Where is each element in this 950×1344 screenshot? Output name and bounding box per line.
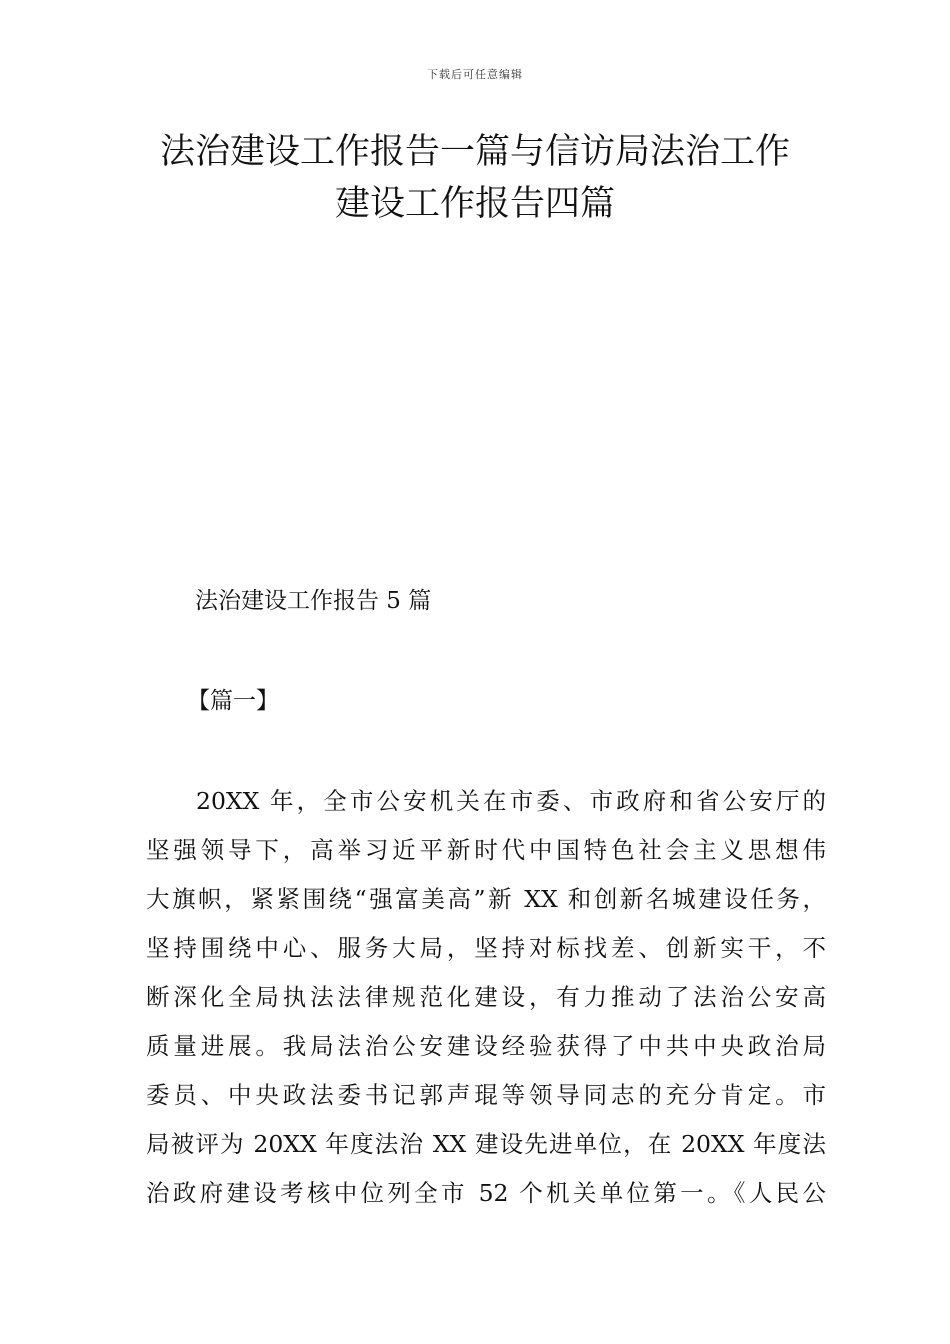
body-line: 质量进展。我局法治公安建设经验获得了中共中央政治局 [146,1032,826,1060]
document-title [120,126,830,230]
body-line: 坚持围绕中心、服务大局，坚持对标找差、创新实干，不 [146,934,826,962]
body-line: 坚强领导下，高举习近平新时代中国特色社会主义思想伟 [146,836,826,864]
body-line: 委员、中央政法委书记郭声琨等领导同志的充分肯定。市 [146,1081,826,1109]
document-title-line-1: 法治建设工作报告一篇与信访局法治工作 [159,132,790,172]
body-line: 20XX 年，全市公安机关在市委、市政府和省公安厅的 [196,787,826,815]
body-line: 断深化全局执法法律规范化建设，有力推动了法治公安高 [146,983,826,1011]
document-subtitle: 法治建设工作报告 5 篇 [195,588,432,614]
section-label: 【篇一】 [187,688,279,714]
header-note: 下载后可任意编辑 [427,68,523,81]
body-paragraph [146,777,826,1218]
body-line: 大旗帜，紧紧围绕“强富美高”新 XX 和创新名城建设任务， [146,885,826,913]
body-line: 局被评为 20XX 年度法治 XX 建设先进单位，在 20XX 年度法 [146,1130,826,1158]
body-line: 治政府建设考核中位列全市 52 个机关单位第一。《人民公 [146,1179,826,1207]
document-title-line-2: 建设工作报告四篇 [334,184,615,224]
